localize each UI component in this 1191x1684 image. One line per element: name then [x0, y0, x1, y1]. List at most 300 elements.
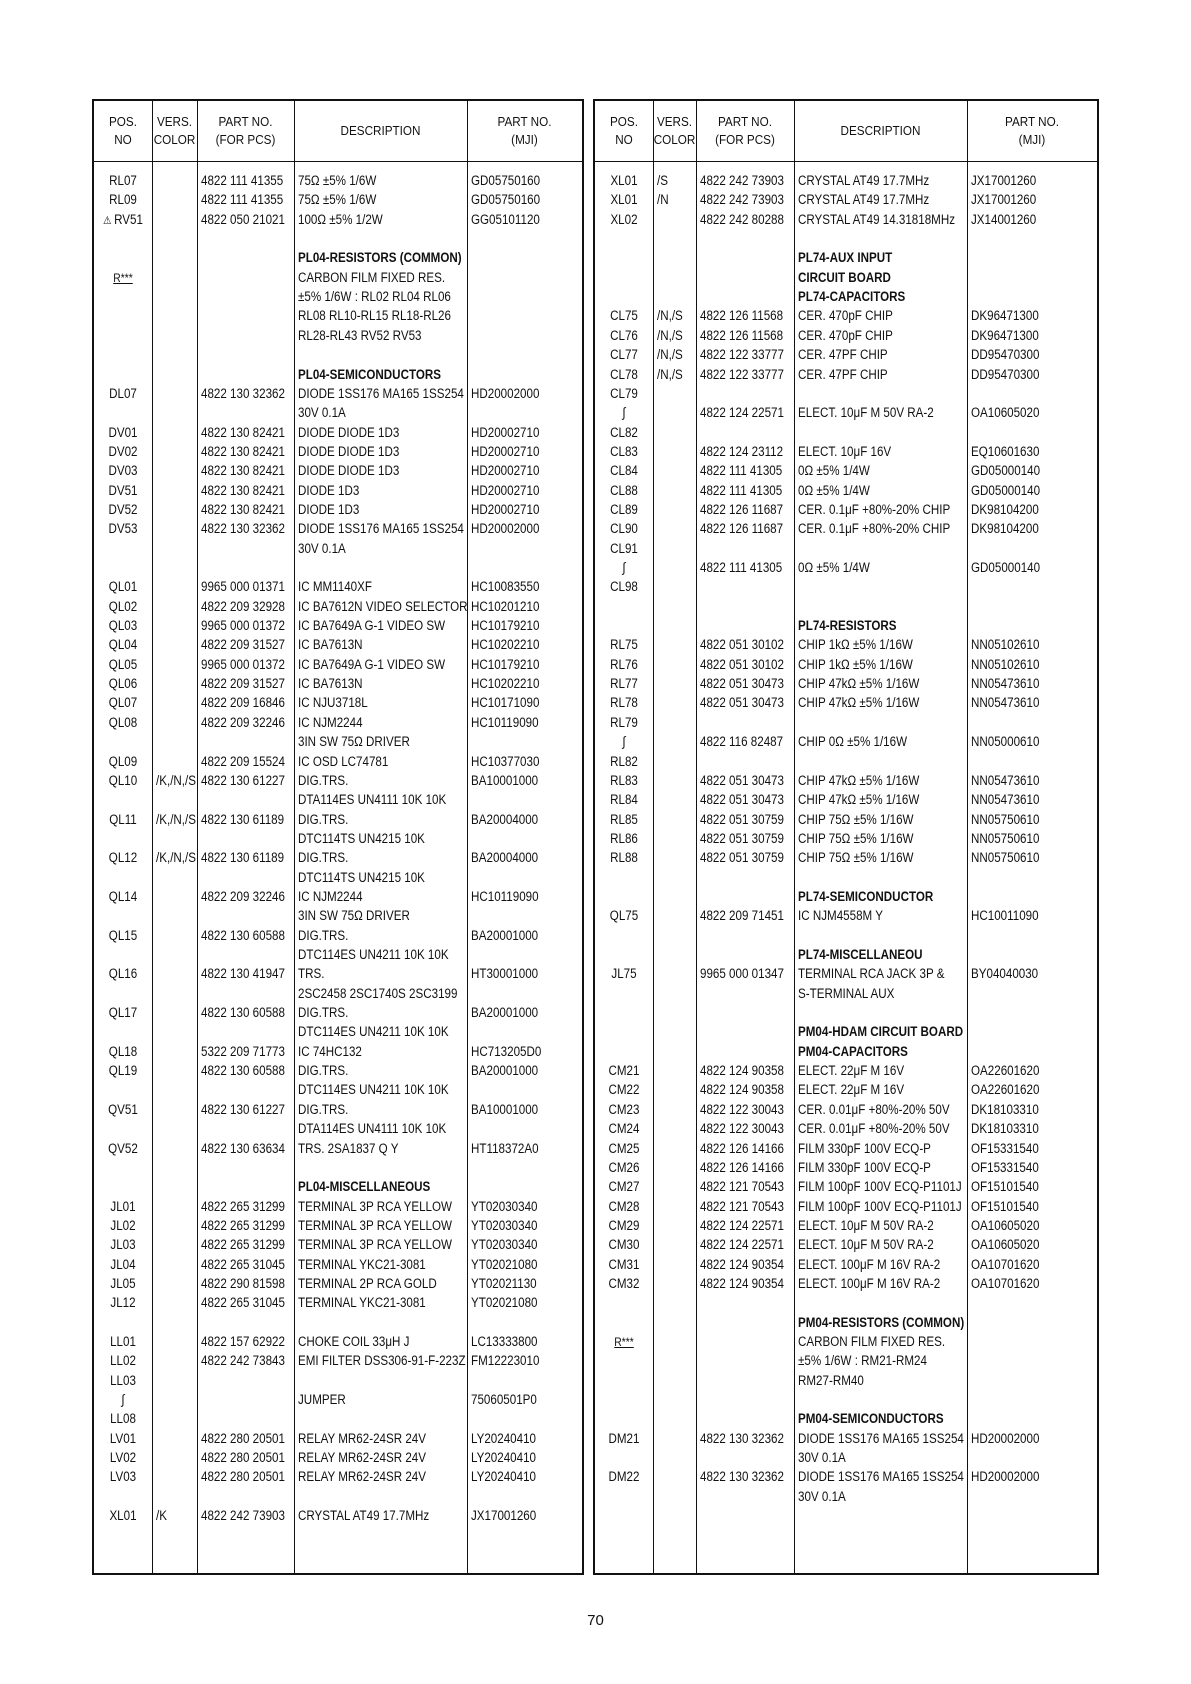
- pos-cell: [599, 1100, 649, 1120]
- pos-label: CM25: [608, 1140, 640, 1156]
- part-pcs-cell: 4822 130 60588: [201, 1005, 285, 1021]
- part-mji-cell: NN05102610: [971, 656, 1040, 672]
- pos-cell: [599, 810, 649, 830]
- pos-cell: [98, 423, 148, 443]
- pos-cell: [599, 577, 649, 597]
- part-mji-cell: HC10377030: [471, 753, 540, 769]
- pos-cell: [599, 519, 649, 539]
- pos-label: ∫: [622, 560, 626, 575]
- table-row: [94, 1003, 582, 1023]
- pos-label: DV01: [108, 424, 138, 440]
- description-cell: ELECT. 10μF M 50V RA-2: [798, 405, 934, 421]
- description-cell: 0Ω ±5% 1/4W: [798, 482, 870, 498]
- table-row: [595, 1158, 1097, 1178]
- pos-cell: [599, 558, 649, 578]
- table-row: [94, 287, 582, 307]
- part-mji-cell: HD20002710: [471, 443, 540, 459]
- description-cell: IC NJU3718L: [298, 695, 368, 711]
- table-row: [94, 442, 582, 462]
- pos-label: CM29: [608, 1217, 640, 1233]
- part-mji-cell: NN05750610: [971, 850, 1040, 866]
- pos-label: RL83: [610, 772, 638, 788]
- part-mji-cell: GG05101120: [471, 211, 540, 227]
- table-row: [94, 519, 582, 539]
- pos-label: RL84: [610, 792, 638, 808]
- part-mji-cell: NN05473610: [971, 695, 1040, 711]
- pos-label: CL89: [610, 501, 638, 517]
- part-pcs-cell: 4822 124 90358: [700, 1063, 784, 1079]
- table-row: [595, 365, 1097, 385]
- pos-label: CL84: [610, 463, 638, 479]
- description-cell: 75Ω ±5% 1/6W: [298, 173, 377, 188]
- part-mji-cell: DK96471300: [971, 327, 1039, 343]
- table-row: [94, 268, 582, 288]
- part-mji-cell: HD20002710: [471, 424, 540, 440]
- part-pcs-cell: 4822 124 22571: [700, 1217, 784, 1233]
- pos-label: RL07: [109, 173, 137, 188]
- section-heading: PL04-RESISTORS (COMMON): [298, 250, 462, 266]
- part-pcs-cell: 4822 126 14166: [700, 1140, 784, 1156]
- pos-label: JL03: [110, 1237, 136, 1253]
- description-cell: TERMINAL YKC21-3081: [298, 1295, 426, 1311]
- part-mji-cell: OA22601620: [971, 1063, 1040, 1079]
- table-row: [595, 558, 1097, 578]
- pos-cell: [599, 500, 649, 520]
- vers-cell: /K,/N,/S: [156, 772, 197, 788]
- description-cell: TRS.: [298, 966, 325, 982]
- section-heading: PL74-SEMICONDUCTOR: [798, 888, 934, 904]
- description-cell: DIODE 1SS176 MA165 1SS254: [798, 1469, 964, 1485]
- pos-label: QL05: [108, 656, 138, 672]
- table-row: [94, 384, 582, 404]
- part-mji-cell: YT02030340: [471, 1198, 538, 1214]
- part-mji-cell: OA10605020: [971, 1217, 1040, 1233]
- description-cell: 3IN SW 75Ω DRIVER: [298, 734, 410, 750]
- pos-cell: [98, 674, 148, 694]
- pos-label: LL01: [110, 1334, 136, 1349]
- pos-label: RL77: [610, 676, 638, 692]
- description-cell: DTC114ES UN4211 10K 10K: [298, 1082, 449, 1098]
- pos-label: CL76: [610, 327, 638, 343]
- pos-cell: [599, 752, 649, 772]
- table-row: [595, 1487, 1097, 1507]
- description-cell: IC NJM2244: [298, 888, 363, 904]
- part-mji-cell: OA10605020: [971, 1237, 1040, 1253]
- pos-label: CM22: [608, 1082, 640, 1098]
- part-mji-cell: BA20001000: [471, 1005, 539, 1021]
- pos-cell: [98, 1255, 148, 1275]
- part-pcs-cell: 4822 265 31299: [201, 1217, 285, 1233]
- pos-label: JL01: [110, 1198, 136, 1214]
- pos-label: RL86: [610, 830, 638, 846]
- pos-label: QV52: [108, 1140, 138, 1156]
- pos-cell: [98, 1448, 148, 1468]
- part-pcs-cell: 4822 130 82421: [201, 501, 285, 517]
- part-pcs-cell: 9965 000 01371: [201, 579, 285, 595]
- pos-cell: [98, 1003, 148, 1023]
- part-mji-cell: YT02021080: [471, 1256, 538, 1272]
- table-row: [94, 1293, 582, 1313]
- pos-label: DV03: [108, 463, 138, 479]
- pos-cell: [98, 1100, 148, 1120]
- table-row: [595, 1255, 1097, 1275]
- part-mji-cell: HD20002000: [471, 521, 540, 537]
- part-mji-cell: LC13333800: [471, 1334, 538, 1349]
- pos-cell: [98, 1351, 148, 1371]
- table-row: [94, 326, 582, 346]
- table-row: [94, 1022, 582, 1042]
- pos-cell: [599, 1119, 649, 1139]
- table-row: [595, 268, 1097, 288]
- pos-cell: [98, 1467, 148, 1487]
- part-mji-cell: GD05000140: [971, 482, 1041, 498]
- pos-cell: [98, 1042, 148, 1062]
- part-pcs-cell: 4822 130 60588: [201, 1063, 285, 1079]
- table-row: [595, 345, 1097, 365]
- table-row: [595, 752, 1097, 772]
- pos-label: DV51: [108, 482, 138, 498]
- part-mji-cell: LY20240410: [471, 1469, 536, 1485]
- part-mji-cell: HC10179210: [471, 656, 540, 672]
- pos-cell: [98, 1235, 148, 1255]
- part-pcs-cell: 4822 242 73843: [201, 1353, 285, 1369]
- pos-cell: [599, 326, 649, 346]
- part-mji-cell: HD20002000: [971, 1469, 1040, 1485]
- part-pcs-cell: 4822 242 73903: [700, 173, 784, 188]
- table-row: [595, 287, 1097, 307]
- pos-label: CL82: [610, 424, 638, 440]
- pos-cell: [98, 752, 148, 772]
- part-pcs-cell: 4822 126 14166: [700, 1159, 784, 1175]
- description-cell: DIG.TRS.: [298, 1101, 349, 1117]
- description-cell: DIG.TRS.: [298, 1063, 349, 1079]
- table-row: [595, 190, 1097, 210]
- table-row: [595, 829, 1097, 849]
- description-cell: IC OSD LC74781: [298, 753, 389, 769]
- part-pcs-cell: 4822 051 30102: [700, 656, 784, 672]
- pos-label: CL98: [610, 579, 638, 595]
- vers-cell: /K,/N,/S: [156, 850, 197, 866]
- description-cell: CARBON FILM FIXED RES.: [798, 1334, 946, 1349]
- table-row: [94, 1351, 582, 1371]
- description-cell: IC BA7613N: [298, 637, 363, 653]
- pos-label: RL76: [610, 656, 638, 672]
- part-pcs-cell: 4822 209 16846: [201, 695, 285, 711]
- description-cell: 0Ω ±5% 1/4W: [798, 463, 870, 479]
- pos-label: RL75: [610, 637, 638, 653]
- description-cell: 30V 0.1A: [298, 540, 346, 556]
- description-cell: CER. 0.1μF +80%-20% CHIP: [798, 501, 951, 517]
- pos-label: QL09: [108, 753, 138, 769]
- pos-cell: [599, 481, 649, 501]
- pos-label: CL88: [610, 482, 638, 498]
- table-row: [94, 984, 582, 1004]
- table-row: [94, 887, 582, 907]
- part-mji-cell: BA10001000: [471, 1101, 539, 1117]
- part-mji-cell: NN05102610: [971, 637, 1040, 653]
- vers-cell: /N,/S: [657, 366, 683, 382]
- description-cell: TERMINAL 3P RCA YELLOW: [298, 1237, 452, 1253]
- pos-cell: [599, 384, 649, 404]
- table-row: [595, 674, 1097, 694]
- pos-label: DV53: [108, 521, 138, 537]
- description-cell: ELECT. 10μF M 50V RA-2: [798, 1237, 934, 1253]
- pos-label: QL03: [108, 618, 138, 634]
- table-row: [94, 674, 582, 694]
- table-row: [94, 1061, 582, 1081]
- pos-cell: [599, 964, 649, 984]
- table-row: [94, 1080, 582, 1100]
- part-pcs-cell: 4822 111 41355: [201, 192, 284, 208]
- section-heading: PL74-RESISTORS: [798, 618, 897, 634]
- part-mji-cell: DD95470300: [971, 366, 1040, 382]
- table-row: [94, 732, 582, 752]
- pos-cell: [98, 171, 148, 191]
- part-mji-cell: BA20004000: [471, 811, 539, 827]
- part-pcs-cell: 4822 124 90354: [700, 1275, 784, 1291]
- pos-cell: [98, 713, 148, 733]
- pos-label: RL78: [610, 695, 638, 711]
- table-row: [94, 597, 582, 617]
- part-mji-cell: NN05000610: [971, 734, 1040, 750]
- part-pcs-cell: 4822 051 30473: [700, 695, 784, 711]
- description-cell: IC BA7649A G-1 VIDEO SW: [298, 618, 446, 634]
- pos-cell: [599, 1332, 649, 1352]
- part-pcs-cell: 4822 242 73903: [201, 1508, 285, 1524]
- table-row: [94, 693, 582, 713]
- description-cell: DIG.TRS.: [298, 927, 349, 943]
- pos-label: QL10: [108, 772, 138, 788]
- table-row: [595, 539, 1097, 559]
- pos-label: RV51: [114, 211, 143, 227]
- table-row: [595, 171, 1097, 191]
- table-row: [595, 887, 1097, 907]
- section-heading: PL04-SEMICONDUCTORS: [298, 366, 442, 382]
- pos-label: ∫: [121, 1392, 125, 1408]
- header-part-mji: PART NO. (MJI): [497, 114, 552, 147]
- description-cell: DTC114TS UN4215 10K: [298, 869, 425, 885]
- part-mji-cell: DK96471300: [971, 308, 1039, 324]
- description-cell: S-TERMINAL AUX: [798, 985, 895, 1001]
- pos-cell: [98, 810, 148, 830]
- pos-label: DV02: [108, 443, 138, 459]
- table-row: [94, 964, 582, 984]
- table-row: [94, 1390, 582, 1410]
- description-cell: DTC114TS UN4215 10K: [298, 830, 425, 846]
- vers-cell: /N,/S: [657, 327, 683, 343]
- section-heading: PL74-MISCELLANEOU: [798, 947, 923, 962]
- description-cell: DTA114ES UN4111 10K 10K: [298, 1121, 447, 1137]
- part-pcs-cell: 4822 121 70543: [700, 1179, 784, 1195]
- part-pcs-cell: 4822 265 31045: [201, 1256, 285, 1272]
- pos-cell: [98, 384, 148, 404]
- part-pcs-cell: 4822 122 30043: [700, 1121, 784, 1137]
- pos-label: CM32: [608, 1275, 640, 1291]
- vers-cell: /N: [657, 192, 669, 208]
- table-row: [595, 713, 1097, 733]
- part-pcs-cell: 4822 121 70543: [700, 1198, 784, 1214]
- header-part-pcs: PART NO. (FOR PCS): [715, 114, 775, 147]
- part-pcs-cell: 4822 209 31527: [201, 637, 285, 653]
- pos-label: RL09: [109, 192, 137, 208]
- part-pcs-cell: 4822 122 33777: [700, 366, 784, 382]
- table-row: [595, 306, 1097, 326]
- pos-cell: [98, 1293, 148, 1313]
- description-cell: CHIP 47kΩ ±5% 1/16W: [798, 695, 920, 711]
- part-mji-cell: HC713205D0: [471, 1043, 542, 1059]
- table-row: [595, 1100, 1097, 1120]
- pos-label: CL83: [610, 443, 638, 459]
- description-cell: CER. 0.01μF +80%-20% 50V: [798, 1121, 950, 1137]
- pos-label: ∫: [622, 405, 626, 421]
- part-pcs-cell: 4822 130 63634: [201, 1140, 285, 1156]
- pos-cell: [599, 655, 649, 675]
- pos-label: CM26: [608, 1159, 640, 1175]
- pos-cell: [98, 1506, 148, 1526]
- pos-cell: [98, 1429, 148, 1449]
- table-row: [94, 790, 582, 810]
- part-pcs-cell: 4822 111 41305: [700, 463, 783, 479]
- table-row: [94, 771, 582, 791]
- part-mji-cell: OA10701620: [971, 1256, 1040, 1272]
- pos-cell: [98, 887, 148, 907]
- table-row: [94, 1409, 582, 1429]
- description-cell: ±5% 1/6W : RL02 RL04 RL06: [298, 289, 451, 305]
- part-pcs-cell: 4822 242 73903: [700, 192, 784, 208]
- table-row: [94, 423, 582, 443]
- part-mji-cell: GD05000140: [971, 560, 1041, 575]
- pos-cell: [98, 1274, 148, 1294]
- pos-label: CL90: [610, 521, 638, 537]
- pos-cell: [98, 597, 148, 617]
- description-cell: CER. 0.1μF +80%-20% CHIP: [798, 521, 951, 537]
- pos-label: XL01: [610, 192, 638, 208]
- description-cell: 0Ω ±5% 1/4W: [798, 560, 870, 575]
- table-row: [595, 945, 1097, 965]
- description-cell: DIODE DIODE 1D3: [298, 424, 400, 440]
- vers-cell: /N,/S: [657, 347, 683, 363]
- part-pcs-cell: 9965 000 01372: [201, 618, 285, 634]
- part-mji-cell: HC10202210: [471, 676, 540, 692]
- pos-cell: [98, 1216, 148, 1236]
- part-pcs-cell: 4822 130 32362: [201, 521, 285, 537]
- table-row: [94, 539, 582, 559]
- table-row: [595, 1061, 1097, 1081]
- table-row: [94, 829, 582, 849]
- pos-cell: [98, 848, 148, 868]
- part-mji-cell: HC10119090: [471, 714, 539, 730]
- part-mji-cell: HC10011090: [971, 908, 1039, 924]
- header-part-pcs: PART NO. (FOR PCS): [215, 114, 276, 147]
- part-pcs-cell: 4822 157 62922: [201, 1334, 285, 1349]
- pos-cell: [98, 190, 148, 210]
- table-row: [595, 693, 1097, 713]
- description-cell: CER. 470pF CHIP: [798, 327, 893, 343]
- pos-cell: [98, 771, 148, 791]
- part-pcs-cell: 4822 280 20501: [201, 1469, 285, 1485]
- pos-label: JL75: [611, 966, 637, 982]
- description-cell: CHIP 47kΩ ±5% 1/16W: [798, 792, 920, 808]
- pos-cell: [599, 906, 649, 926]
- pos-label: DL07: [109, 385, 137, 401]
- part-mji-cell: BY04040030: [971, 966, 1039, 982]
- description-cell: IC BA7612N VIDEO SELECTOR: [298, 598, 468, 614]
- description-cell: DIODE 1D3: [298, 501, 360, 517]
- part-pcs-cell: 9965 000 01347: [700, 966, 784, 982]
- part-pcs-cell: 4822 209 71451: [700, 908, 784, 924]
- vers-cell: /N,/S: [657, 308, 683, 324]
- part-pcs-cell: 4822 111 41305: [700, 560, 783, 575]
- part-mji-cell: GD05750160: [471, 173, 541, 188]
- part-pcs-cell: 4822 209 31527: [201, 676, 285, 692]
- section-heading: PM04-HDAM CIRCUIT BOARD: [798, 1024, 964, 1040]
- header-pos: POS. NO: [109, 114, 137, 147]
- pos-cell: [599, 210, 649, 230]
- description-cell: RELAY MR62-24SR 24V: [298, 1469, 426, 1485]
- pos-label: QL12: [108, 850, 138, 866]
- description-cell: CER. 47PF CHIP: [798, 347, 888, 363]
- pos-label: XL02: [610, 211, 638, 227]
- pos-cell: [599, 848, 649, 868]
- part-pcs-cell: 4822 130 61189: [201, 811, 285, 827]
- table-row: [595, 481, 1097, 501]
- table-row: [595, 1448, 1097, 1468]
- pos-cell: [98, 1061, 148, 1081]
- pos-cell: [599, 1158, 649, 1178]
- table-row: [595, 1351, 1097, 1371]
- description-cell: DTC114ES UN4211 10K 10K: [298, 947, 449, 962]
- part-pcs-cell: 4822 130 82421: [201, 443, 285, 459]
- description-cell: DTA114ES UN4111 10K 10K: [298, 792, 447, 808]
- description-cell: ELECT. 100μF M 16V RA-2: [798, 1256, 941, 1272]
- part-pcs-cell: 4822 130 32362: [700, 1430, 784, 1446]
- table-row: [94, 1467, 582, 1487]
- description-cell: IC NJM4558M Y: [798, 908, 883, 924]
- pos-label: JL05: [110, 1275, 136, 1291]
- table-row: [595, 906, 1097, 926]
- part-mji-cell: OA10701620: [971, 1275, 1040, 1291]
- part-mji-cell: 75060501P0: [471, 1392, 537, 1408]
- part-pcs-cell: 4822 116 82487: [700, 734, 784, 750]
- pos-label: CL91: [610, 540, 638, 556]
- table-row: [595, 1139, 1097, 1159]
- description-cell: FILM 330pF 100V ECQ-P: [798, 1140, 931, 1156]
- table-row: [595, 1371, 1097, 1391]
- part-mji-cell: OF15101540: [971, 1198, 1039, 1214]
- pos-cell: [98, 577, 148, 597]
- table-row: [595, 461, 1097, 481]
- description-cell: CHIP 47kΩ ±5% 1/16W: [798, 772, 920, 788]
- description-cell: 30V 0.1A: [298, 405, 346, 421]
- part-pcs-cell: 4822 124 90358: [700, 1082, 784, 1098]
- pos-cell: [98, 500, 148, 520]
- pos-cell: [599, 1255, 649, 1275]
- pos-cell: [599, 1216, 649, 1236]
- description-cell: TERMINAL 2P RCA GOLD: [298, 1275, 437, 1291]
- description-cell: CRYSTAL AT49 17.7MHz: [298, 1508, 430, 1524]
- pos-cell: [599, 365, 649, 385]
- table-row: [94, 945, 582, 965]
- section-heading: PM04-SEMICONDUCTORS: [798, 1411, 944, 1427]
- table-row: [595, 248, 1097, 268]
- pos-label: QL16: [108, 966, 138, 982]
- description-cell: RL08 RL10-RL15 RL18-RL26: [298, 308, 451, 324]
- pos-cell: [599, 345, 649, 365]
- description-cell: CRYSTAL AT49 17.7MHz: [798, 192, 930, 208]
- pos-cell: [599, 674, 649, 694]
- pos-label: CM21: [608, 1063, 640, 1079]
- description-cell: CHOKE COIL 33μH J: [298, 1334, 410, 1349]
